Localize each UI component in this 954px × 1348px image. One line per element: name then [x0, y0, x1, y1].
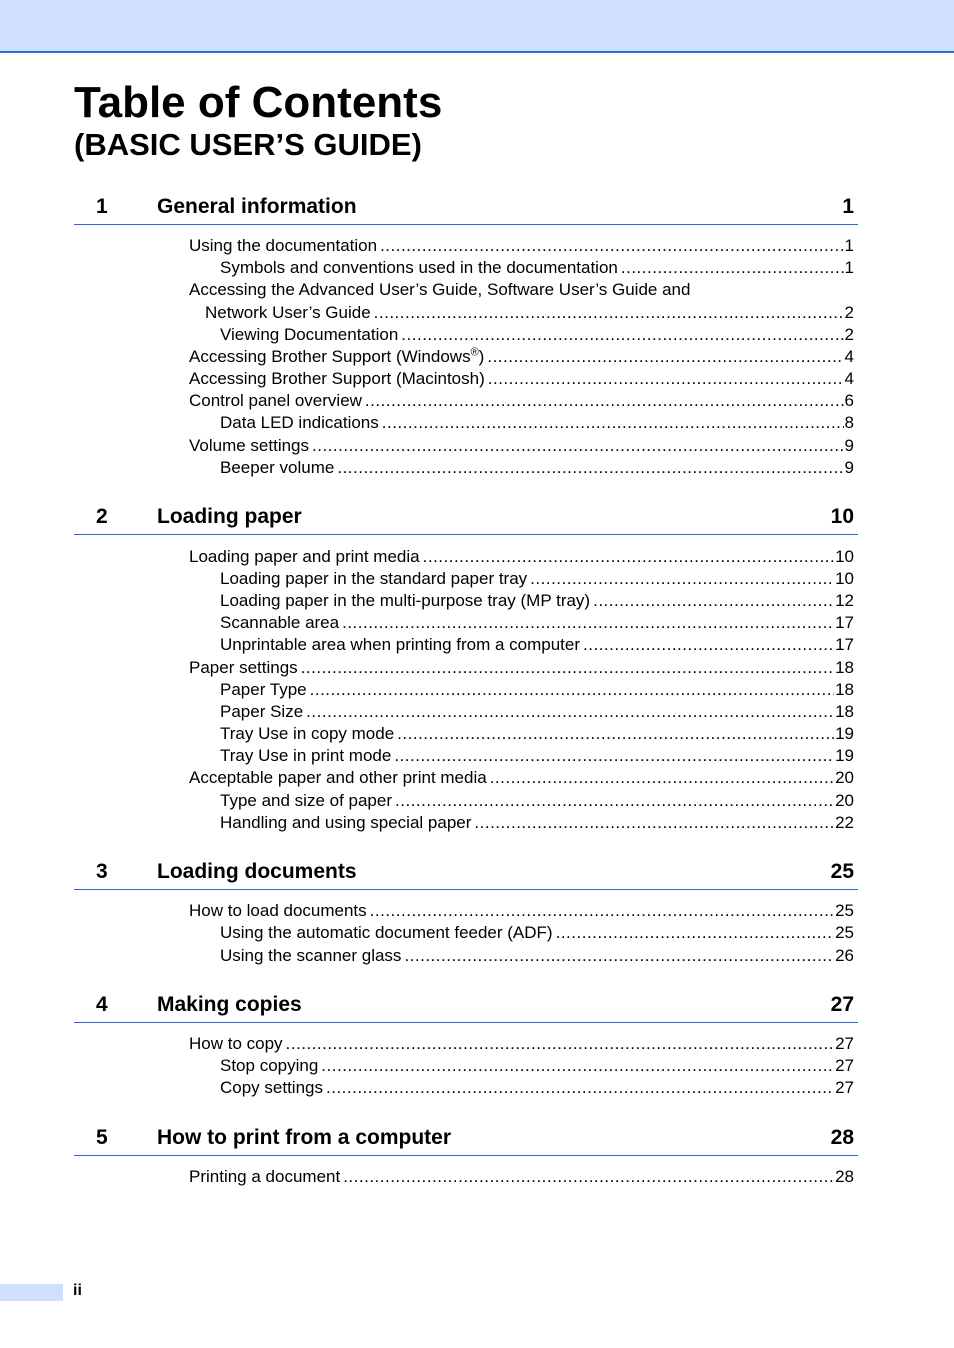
chapter-page: 1	[842, 195, 854, 218]
toc-entry-page: 1	[844, 258, 854, 277]
toc-entry[interactable]	[220, 1077, 854, 1099]
page-title: Table of Contents	[74, 78, 443, 127]
toc-entry-page: 20	[835, 768, 854, 787]
dot-leader	[306, 701, 834, 723]
toc-entry-page: 27	[835, 1056, 854, 1075]
chapter-4-heading[interactable]	[74, 992, 858, 1023]
dot-leader	[621, 257, 844, 279]
chapter-page: 25	[830, 860, 854, 883]
toc-entry-label: Volume settings	[189, 436, 310, 455]
toc-entry-label: Control panel overview	[189, 391, 362, 410]
dot-leader	[530, 568, 834, 590]
dot-leader	[394, 745, 834, 767]
dot-leader	[374, 302, 844, 324]
dot-leader	[286, 1033, 835, 1055]
toc-entry-page: 18	[835, 658, 854, 677]
toc-entry-page: 18	[835, 680, 854, 699]
dot-leader	[326, 1077, 834, 1099]
chapter-number: 1	[96, 195, 108, 218]
toc-entry[interactable]	[220, 412, 854, 434]
toc-entry-label: Beeper volume	[220, 458, 335, 477]
toc-entry-label: Accessing the Advanced User’s Guide, Software User’s Guide and	[189, 280, 691, 299]
chapter-page: 10	[830, 505, 854, 528]
toc-entry-label: Acceptable paper and other print media	[189, 768, 487, 787]
toc-entry[interactable]	[220, 324, 854, 346]
chapter-5-heading[interactable]	[74, 1125, 858, 1156]
toc-entry-page: 4	[844, 369, 854, 388]
toc-entry-page: 2	[844, 325, 854, 344]
dot-leader	[404, 945, 834, 967]
toc-entry-page: 10	[835, 547, 854, 566]
toc-entry-label: Tray Use in copy mode	[220, 724, 395, 743]
chapter-number: 2	[96, 505, 108, 528]
toc-entry[interactable]	[220, 701, 854, 723]
toc-entry-label: Using the documentation	[189, 236, 378, 255]
dot-leader	[583, 634, 834, 656]
dot-leader	[397, 723, 834, 745]
dot-leader	[380, 235, 843, 257]
toc-entry-label: Scannable area	[220, 613, 340, 632]
toc-entry[interactable]	[189, 657, 854, 679]
chapter-number: 4	[96, 993, 108, 1016]
chapter-title: How to print from a computer	[157, 1126, 451, 1149]
chapter-title: General information	[157, 195, 357, 218]
dot-leader	[301, 657, 834, 679]
toc-entry-label: Loading paper in the multi-purpose tray (MP tray)	[220, 591, 591, 610]
toc-entry[interactable]	[189, 390, 854, 412]
toc-entry-page: 2	[844, 303, 854, 322]
toc-entry[interactable]	[220, 257, 854, 279]
chapter-number: 5	[96, 1126, 108, 1149]
toc-entry[interactable]	[189, 235, 854, 257]
toc-entry[interactable]	[189, 435, 854, 457]
toc-entry-label: Printing a document	[189, 1167, 341, 1186]
toc-entry-page: 19	[835, 746, 854, 765]
dot-leader	[312, 435, 844, 457]
chapter-title: Loading documents	[157, 860, 357, 883]
toc-entry-label: Tray Use in print mode	[220, 746, 392, 765]
toc-entry[interactable]	[189, 546, 854, 568]
toc-entry-page: 26	[835, 946, 854, 965]
toc-entry[interactable]	[220, 612, 854, 634]
toc-entry-page: 25	[835, 923, 854, 942]
toc-entry-page: 22	[835, 813, 854, 832]
dot-leader	[423, 546, 834, 568]
toc-entry[interactable]	[189, 279, 854, 301]
toc-entry-page: 17	[835, 613, 854, 632]
toc-entry-page: 20	[835, 791, 854, 810]
toc-entry[interactable]	[220, 568, 854, 590]
dot-leader	[337, 457, 843, 479]
toc-entry-label: Data LED indications	[220, 413, 379, 432]
toc-entry-label: Using the automatic document feeder (ADF)	[220, 923, 553, 942]
toc-entry[interactable]	[220, 745, 854, 767]
dot-leader	[365, 390, 844, 412]
toc-entry-label: Loading paper and print media	[189, 547, 420, 566]
dot-leader	[401, 324, 843, 346]
toc-entry-page: 10	[835, 569, 854, 588]
toc-entry-label: Unprintable area when printing from a computer	[220, 635, 581, 654]
dot-leader	[395, 790, 834, 812]
dot-leader	[488, 368, 844, 390]
toc-entry-page: 9	[844, 458, 854, 477]
registered-mark: ®	[470, 346, 479, 359]
toc-entry-label: Symbols and conventions used in the documentation	[220, 258, 618, 277]
toc-entry-label: Accessing Brother Support (Macintosh)	[189, 369, 485, 388]
toc-entry-page: 18	[835, 702, 854, 721]
toc-entry-page: 19	[835, 724, 854, 743]
chapter-2-heading[interactable]	[74, 504, 858, 535]
toc-entry[interactable]	[220, 679, 854, 701]
chapter-1-heading[interactable]	[74, 194, 858, 225]
toc-entry-label: Handling and using special paper	[220, 813, 472, 832]
toc-entry-label: How to copy	[189, 1034, 283, 1053]
toc-entry-label: Copy settings	[220, 1078, 323, 1097]
toc-entry[interactable]	[189, 767, 854, 789]
toc-entry-page: 4	[844, 347, 854, 366]
toc-entry-label: Type and size of paper	[220, 791, 393, 810]
toc-entry-label: Using the scanner glass	[220, 946, 402, 965]
toc-entry[interactable]	[220, 945, 854, 967]
toc-entry-label: Paper Size	[220, 702, 304, 721]
toc-entry-page: 28	[835, 1167, 854, 1186]
dot-leader	[342, 612, 834, 634]
toc-entry-label: Stop copying	[220, 1056, 319, 1075]
toc-entry-label: Paper Type	[220, 680, 307, 699]
page-marker-tab	[0, 1284, 63, 1301]
header-band	[0, 0, 954, 53]
toc-entry[interactable]	[220, 790, 854, 812]
chapter-page: 27	[830, 993, 854, 1016]
toc-entry-page: 27	[835, 1078, 854, 1097]
toc-entry[interactable]	[189, 368, 854, 390]
dot-leader	[310, 679, 834, 701]
toc-entry-page: 12	[835, 591, 854, 610]
toc-entry[interactable]	[189, 1033, 854, 1055]
chapter-number: 3	[96, 860, 108, 883]
toc-entry[interactable]	[220, 457, 854, 479]
dot-leader	[487, 346, 843, 368]
toc-entry-label-text: Accessing Brother Support (Windows	[189, 347, 471, 366]
dot-leader	[490, 767, 834, 789]
toc-entry-page: 27	[835, 1034, 854, 1053]
toc-entry[interactable]	[220, 922, 854, 944]
dot-leader	[556, 922, 834, 944]
toc-entry-page: 17	[835, 635, 854, 654]
toc-entry-label: Network User’s Guide	[205, 303, 371, 322]
toc-entry[interactable]	[220, 590, 854, 612]
toc-entry[interactable]	[220, 723, 854, 745]
toc-entry[interactable]	[189, 1166, 854, 1188]
toc-entry-page: 25	[835, 901, 854, 920]
dot-leader	[593, 590, 834, 612]
toc-entry-label: Loading paper in the standard paper tray	[220, 569, 528, 588]
chapter-page: 28	[830, 1126, 854, 1149]
dot-leader	[370, 900, 834, 922]
toc-entry-page: 8	[844, 413, 854, 432]
page-number: ii	[73, 1282, 82, 1299]
toc-entry[interactable]	[220, 812, 854, 834]
chapter-title: Making copies	[157, 993, 302, 1016]
dot-leader	[474, 812, 834, 834]
toc-entry[interactable]	[205, 302, 854, 324]
toc-entry[interactable]	[189, 900, 854, 922]
toc-entry-label: Paper settings	[189, 658, 298, 677]
toc-entry-label: How to load documents	[189, 901, 367, 920]
chapter-title: Loading paper	[157, 505, 302, 528]
dot-leader	[321, 1055, 834, 1077]
chapter-3-heading[interactable]	[74, 859, 858, 890]
toc-entry-label: Viewing Documentation	[220, 325, 399, 344]
dot-leader	[382, 412, 844, 434]
toc-entry[interactable]	[189, 346, 854, 368]
toc-entry-label	[189, 346, 484, 368]
dot-leader	[343, 1166, 834, 1188]
toc-entry[interactable]	[220, 634, 854, 656]
toc-entry-page: 6	[844, 391, 854, 410]
page-subtitle: (BASIC USER’S GUIDE)	[74, 127, 422, 162]
toc-entry-page: 1	[844, 236, 854, 255]
toc-entry[interactable]	[220, 1055, 854, 1077]
toc-entry-label-suffix: )	[478, 347, 485, 366]
toc-entry-page: 9	[844, 436, 854, 455]
